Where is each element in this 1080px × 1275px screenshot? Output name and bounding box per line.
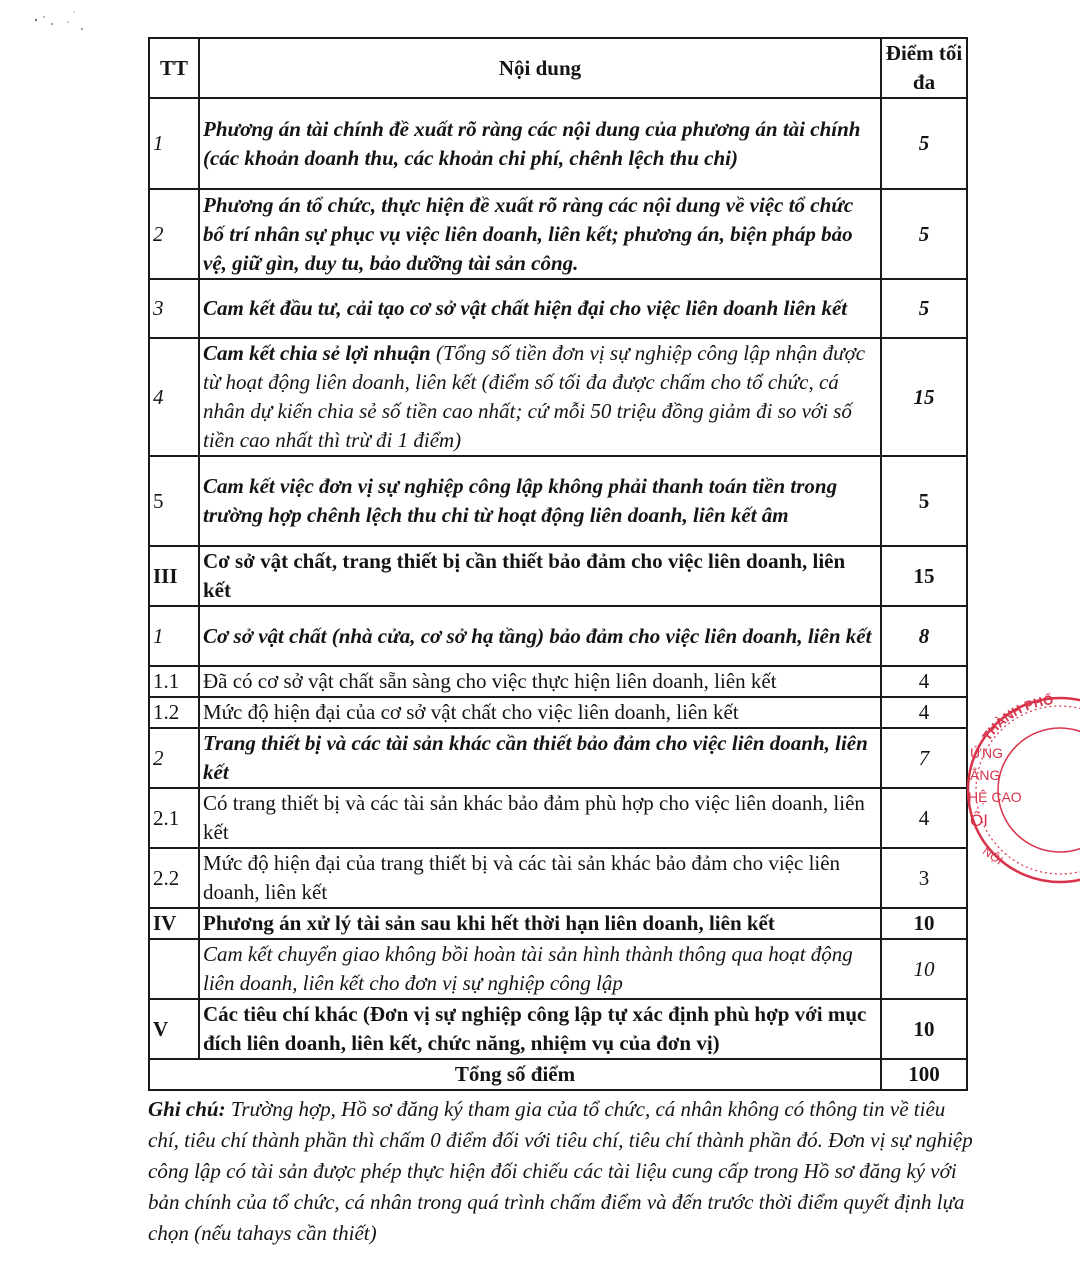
seal-line: ỨNG [970,745,1003,761]
note-text: Trường hợp, Hồ sơ đăng ký tham gia của tổ chức, cá nhân không có thông tin về tiêu chí, tiêu chí thành phần thì chấm 0 điểm đối với tiêu chí, tiêu chí thành phần đó. Đơn vị sự nghiệp công lập có tài sản được phép thực hiện đối chiếu các tài liệu cung cấp trong Hồ sơ đăng ký với bản chính của tổ chức, cá nhân trong quá trình chấm điểm và đến trước thời điểm quyết định lựa chọn (nếu tahays cần thiết) [148,1097,973,1245]
row-content: Mức độ hiện đại của trang thiết bị và các tài sản khác bảo đảm cho việc liên doanh, liên kết [199,848,881,908]
row-points: 10 [881,939,967,999]
row-content: Cam kết đầu tư, cải tạo cơ sở vật chất hiện đại cho việc liên doanh liên kết [199,279,881,338]
row-points: 8 [881,606,967,666]
row-tt: 3 [149,279,199,338]
table-row [149,848,967,908]
table-row [149,606,967,666]
row-points: 10 [881,999,967,1059]
seal-line: NỘI [980,843,1006,868]
total-label: Tổng số điểm [149,1059,881,1090]
header-max-points: Điểm tối đa [881,38,967,98]
note-paragraph [148,1094,978,1249]
table-section-row [149,908,967,939]
row-content: Cơ sở vật chất, trang thiết bị cần thiết bảo đảm cho việc liên doanh, liên kết [199,546,881,606]
row-tt: 1 [149,606,199,666]
row-points: 5 [881,456,967,546]
row-tt: 2.2 [149,848,199,908]
row-tt: 1.1 [149,666,199,697]
row-content: Mức độ hiện đại của cơ sở vật chất cho việc liên doanh, liên kết [199,697,881,728]
scan-specks [30,8,100,38]
seal-graphic [960,690,1080,890]
seal-line: ẲNG [970,767,1001,783]
header-content: Nội dung [199,38,881,98]
row-tt: 5 [149,456,199,546]
row-content: Phương án tài chính đề xuất rõ ràng các nội dung của phương án tài chính (các khoản doanh thu, các khoản chi phí, chênh lệch thu chi) [199,98,881,189]
scoring-table [148,37,968,1091]
table-section-row [149,999,967,1059]
header-tt: TT [149,38,199,98]
row-points: 5 [881,98,967,189]
row-content: Phương án tổ chức, thực hiện đề xuất rõ ràng các nội dung về việc tổ chức bố trí nhân sự phục vụ việc liên doanh, liên kết; phương án, biện pháp bảo vệ, giữ gìn, duy tu, bảo dưỡng tài sản công. [199,189,881,279]
row-content: Đã có cơ sở vật chất sẵn sàng cho việc thực hiện liên doanh, liên kết [199,666,881,697]
row-tt: 2.1 [149,788,199,848]
row-points: 15 [881,338,967,456]
row-points: 15 [881,546,967,606]
table-row [149,697,967,728]
row-tt: 2 [149,189,199,279]
table-row [149,939,967,999]
seal-arc-text: THÀNH PHỐ [979,692,1055,744]
row-points: 5 [881,279,967,338]
row-points: 5 [881,189,967,279]
table-section-row [149,546,967,606]
red-seal-stamp [960,690,1080,890]
row-tt: 4 [149,338,199,456]
row-points: 10 [881,908,967,939]
table-row [149,728,967,788]
row-content: Cơ sở vật chất (nhà cửa, cơ sở hạ tầng) bảo đảm cho việc liên doanh, liên kết [199,606,881,666]
row-content: Cam kết việc đơn vị sự nghiệp công lập không phải thanh toán tiền trong trường hợp chênh lệch thu chi từ hoạt động liên doanh, liên kết âm [199,456,881,546]
row-content: Các tiêu chí khác (Đơn vị sự nghiệp công lập tự xác định phù hợp với mục đích liên doanh, liên kết, chức năng, nhiệm vụ của đơn vị) [199,999,881,1059]
row-content: Trang thiết bị và các tài sản khác cần thiết bảo đảm cho việc liên doanh, liên kết [199,728,881,788]
row-content-bold: Cam kết chia sẻ lợi nhuận [203,341,431,365]
note-label: Ghi chú: [148,1097,226,1121]
row-content: Phương án xử lý tài sản sau khi hết thời hạn liên doanh, liên kết [199,908,881,939]
row-tt: IV [149,908,199,939]
table-row [149,788,967,848]
table-total-row [149,1059,967,1090]
row-content-rest: (Tổng số tiền đơn vị sự nghiệp công lập nhận được từ hoạt động liên doanh, liên kết (điểm số tối đa được chấm cho tổ chức, cá nhân dự kiến chia sẻ số tiền cao nhất; cứ mỗi 50 triệu đồng giảm đi so với số tiền cao nhất thì trừ đi 1 điểm) [203,341,866,452]
row-tt: 2 [149,728,199,788]
table-row [149,279,967,338]
row-tt: V [149,999,199,1059]
row-points: 4 [881,697,967,728]
table-row [149,98,967,189]
row-tt: III [149,546,199,606]
seal-line: ỘI [970,811,988,830]
row-content: Cam kết chuyển giao không bồi hoàn tài sản hình thành thông qua hoạt động liên doanh, liên kết cho đơn vị sự nghiệp công lập [199,939,881,999]
table-row [149,189,967,279]
total-points: 100 [881,1059,967,1090]
row-tt: 1 [149,98,199,189]
row-tt [149,939,199,999]
table-row [149,456,967,546]
row-points: 4 [881,788,967,848]
row-content [199,338,881,456]
table-row [149,338,967,456]
row-points: 3 [881,848,967,908]
row-tt: 1.2 [149,697,199,728]
row-points: 4 [881,666,967,697]
row-content: Có trang thiết bị và các tài sản khác bảo đảm phù hợp cho việc liên doanh, liên kết [199,788,881,848]
row-points: 7 [881,728,967,788]
seal-line: HỆ CAO [968,789,1022,805]
table-header-row [149,38,967,98]
table-row [149,666,967,697]
